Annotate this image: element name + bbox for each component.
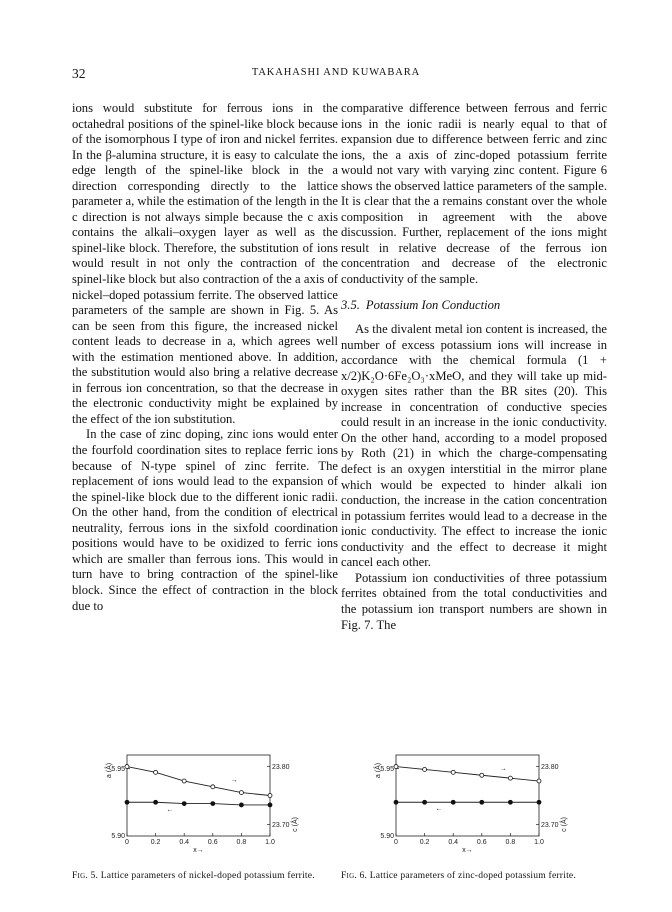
left-column bbox=[72, 101, 338, 614]
arrow-to-right-axis: → bbox=[230, 776, 238, 784]
x-axis-label: x→ bbox=[193, 847, 204, 854]
figure-5 bbox=[72, 748, 338, 882]
figure-5-chart bbox=[72, 748, 338, 868]
y-left-tick-label: 5.90 bbox=[380, 833, 394, 840]
filled-marker bbox=[537, 800, 541, 804]
section-heading bbox=[341, 298, 607, 314]
y-right-tick-label: 23.70 bbox=[272, 821, 290, 829]
open-marker bbox=[423, 767, 427, 771]
arrow-to-left-axis: ← bbox=[435, 805, 443, 813]
left-paragraph-2: In the case of zinc doping, zinc ions would enter the fourfold coordination sites to replace ferric ions because of N-type spinel of zinc ferrite. The replacement of ions would lead to the expansion of the spinel-like block due to the different ionic radii. On the other hand, from the condition of electrical neutrality, ferrous ions in the sixfold coordination positions would have to be oxidized to ferric ions which are smaller than ferrous ions. This would in turn have to bring contraction of the spinel-like block. Since the effect of contraction in the block due to bbox=[72, 427, 338, 613]
right-paragraph-2: As the divalent metal ion content is increased, the number of excess potassium ions will increase in accordance with the chemical formula (1 + x/2)K₂O·6Fe₂O₃·xMeO, and they will take up mid-oxygen sites rather than the BR sites (20). This increase in concentration of conductive species could result in an increase in the ionic conductivity. On the other hand, according to a model proposed by Roth (21) in which the charge-compensating defect is an oxygen interstitial in the mirror plane which would be expected to hinder alkali ion conduction, the increase in the cation concentration in potassium ferrites would lead to a decrease in the ionic conductivity. The effect to increase the ionic conductivity and the effect to decrease it might cancel each other. bbox=[341, 322, 607, 570]
right-paragraph-1: comparative difference between ferrous and ferric ions in the ionic radii is nearly equal to that of expansion due to difference between ferric and zinc ions, the a axis of zinc-doped potassium ferrite would not vary with varying zinc content. Figure 6 shows the observed lattice parameters of the sample. It is clear that the a remains constant over the whole composition in agreement with the above discussion. Further, replacement of the ions might result in relative decrease of the ferrous ion concentration and decrease of the electronic conductivity of the sample. bbox=[341, 101, 607, 287]
figure-5-caption-text: Lattice parameters of nickel-doped potassium ferrite. bbox=[100, 870, 315, 881]
y-right-tick-label: 23.80 bbox=[272, 764, 290, 772]
right-column bbox=[341, 101, 607, 633]
filled-marker bbox=[211, 802, 215, 806]
filled-marker bbox=[451, 800, 455, 804]
filled-marker bbox=[268, 803, 272, 807]
section-number: 3.5. bbox=[341, 297, 360, 312]
open-marker bbox=[480, 773, 484, 777]
series-line-right bbox=[396, 767, 539, 781]
x-tick-label: 0.6 bbox=[476, 839, 487, 846]
series-line-right bbox=[127, 767, 270, 796]
figure-6-caption bbox=[341, 870, 607, 882]
left-paragraph-1: ions would substitute for ferrous ions in the octahedral positions of the spinel-like block because of the isomorphous I type of iron and nickel ferrites. In the β-alumina structure, it is easy to calculate the edge length of the spinel-like block in the a direction corresponding directly to the lattice parameter a, while the estimation of the length in the c direction is not always simple because the c axis contains the alkali–oxygen layer as well as the spinel-like block. Therefore, the substitution of ions would result in not only the contraction of the spinel-like block but also contraction of the a axis of nickel–doped potassium ferrite. The observed lattice parameters of the sample are shown in Fig. 5. As can be seen from this figure, the increased nickel content leads to decrease in a, which agrees well with the estimation mentioned above. In addition, the substitution would also bring a relative decrease in ferrous ion concentration, so that the decrease in the electronic conductivity might be explained by the effect of the ion substitution. bbox=[72, 101, 338, 426]
y-left-tick-label: 5.90 bbox=[111, 833, 125, 840]
x-tick-label: 0.8 bbox=[236, 839, 247, 846]
x-tick-label: 0.2 bbox=[150, 839, 161, 846]
x-axis-label: x→ bbox=[462, 847, 473, 854]
filled-marker bbox=[125, 800, 129, 804]
plot-frame bbox=[396, 755, 539, 836]
x-tick-label: 0 bbox=[125, 839, 129, 846]
filled-marker bbox=[239, 803, 243, 807]
y-right-axis-label: c (Å) bbox=[561, 817, 568, 832]
filled-marker bbox=[480, 800, 484, 804]
filled-marker bbox=[182, 802, 186, 806]
arrow-to-left-axis: ← bbox=[166, 806, 174, 814]
open-marker bbox=[125, 765, 129, 769]
y-right-tick-label: 23.70 bbox=[541, 821, 559, 829]
x-tick-label: 1.0 bbox=[265, 839, 275, 846]
x-tick-label: 1.0 bbox=[534, 839, 544, 846]
running-head: TAKAHASHI AND KUWABARA bbox=[251, 67, 421, 78]
x-tick-label: 0.8 bbox=[505, 839, 516, 846]
plot-frame bbox=[127, 755, 270, 836]
y-left-tick-label: 5.95 bbox=[111, 766, 125, 773]
arrow-to-right-axis: → bbox=[499, 765, 507, 773]
x-tick-label: 0.2 bbox=[419, 839, 430, 846]
open-marker bbox=[154, 770, 158, 774]
open-marker bbox=[239, 791, 243, 795]
y-right-tick-label: 23.80 bbox=[541, 764, 559, 772]
open-marker bbox=[268, 794, 272, 798]
open-marker bbox=[211, 785, 215, 789]
figure-5-caption bbox=[72, 870, 338, 882]
x-tick-label: 0 bbox=[394, 839, 398, 846]
y-right-axis-label: c (Å) bbox=[292, 817, 299, 832]
y-left-axis-label: a (Å) bbox=[106, 762, 113, 779]
filled-marker bbox=[154, 800, 158, 804]
figure-5-label: Fig. 5. bbox=[72, 870, 99, 881]
y-left-axis-label: a (Å) bbox=[375, 762, 382, 779]
filled-marker bbox=[394, 800, 398, 804]
x-tick-label: 0.4 bbox=[448, 839, 459, 846]
open-marker bbox=[537, 779, 541, 783]
section-title: Potassium Ion Conduction bbox=[365, 297, 501, 312]
filled-marker bbox=[508, 800, 512, 804]
figure-6-chart bbox=[341, 748, 607, 868]
open-marker bbox=[182, 779, 186, 783]
figure-6-label: Fig. 6. bbox=[341, 870, 368, 881]
open-marker bbox=[451, 770, 455, 774]
x-tick-label: 0.4 bbox=[179, 839, 190, 846]
open-marker bbox=[394, 765, 398, 769]
x-tick-label: 0.6 bbox=[207, 839, 218, 846]
series-line-left bbox=[127, 802, 270, 805]
right-paragraph-3: Potassium ion conductivities of three potassium ferrites obtained from the total conductivities and the potassium ion transport numbers are shown in Fig. 7. The bbox=[341, 570, 607, 632]
y-left-tick-label: 5.95 bbox=[380, 766, 394, 773]
filled-marker bbox=[423, 800, 427, 804]
figure-6 bbox=[341, 748, 607, 882]
figure-6-caption-text: Lattice parameters of zinc-doped potassium ferrite. bbox=[369, 870, 576, 881]
open-marker bbox=[508, 776, 512, 780]
page-number: 32 bbox=[72, 66, 86, 81]
